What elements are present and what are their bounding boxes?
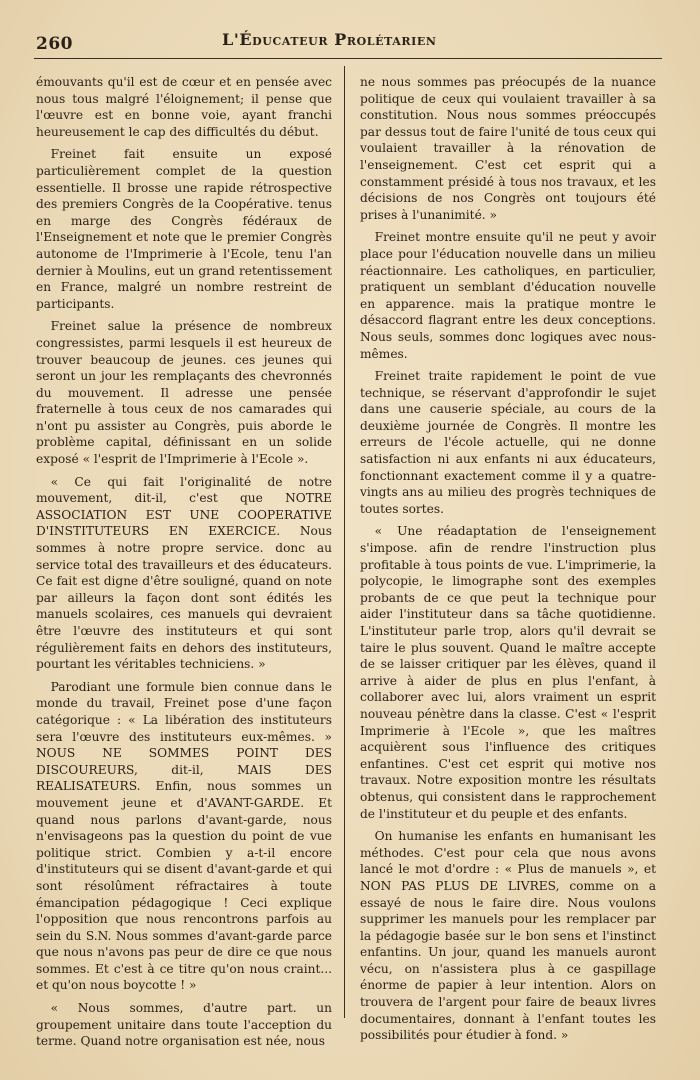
paragraph: émouvants qu'il est de cœur et en pensée avec nous tous malgré l'éloignement; il pense que l'œuvre est en bonne voie, ayant franchi heureusement le cap des difficultés du début. [36, 75, 332, 139]
paragraph: ne nous sommes pas préocupés de la nuance politique de ceux qui voulaient travailler à sa constitution. Nous nous sommes préoccupés par dessus tout de faire l'unité de tous ceux qui voulaient travailler à la rénovation de l'enseignement. C'est cet esprit qui a constamment présidé à tous nos travaux, et les décisions de nos Congrès ont toujours été prises à l'unanimité. » [360, 75, 656, 222]
paragraph: « Une réadaptation de l'enseignement s'impose. afin de rendre l'instruction plus profitable à tous points de vue. L'imprimerie, la polycopie, le limographe sont des exemples probants de ce que peut la technique pour aider l'instituteur dans sa tâche quotidienne. L'instituteur parle trop, alors qu'il devrait se taire le plus souvent. Quand le maître accepte de se laisser critiquer par les élèves, quand il arrive à aider de plus en plus l'enfant, à collaborer avec lui, alors vraiment un esprit nouveau pénètre dans la classe. C'est « l'esprit Imprimerie à l'Ecole », que les maîtres acquièrent sous l'influence des critiques enfantines. C'est cet esprit qui motive nos travaux. Notre exposition montre les résultats obtenus, qui consistent dans le rapprochement de l'instituteur et du peuple et des enfants. [360, 524, 656, 821]
paragraph: Freinet salue la présence de nombreux congressistes, parmi lesquels il est heureux de trouver beaucoup de jeunes. ces jeunes qui seront un jour les remplaçants des chevronnés du mouvement. Il adresse une pensée fraternelle à tous ceux de nos camarades qui n'ont pu assister au Congrès, puis aborde le problème capital, définissant en un solide exposé « l'esprit de l'Imprimerie à l'Ecole ». [36, 319, 332, 467]
column-divider [344, 66, 345, 1018]
paragraph: « Nous sommes, d'autre part. un groupement unitaire dans toute l'acception du terme. Quand notre organisation est née, nous [36, 1001, 332, 1049]
paragraph: Freinet traite rapidement le point de vue technique, se réservant d'approfondir le sujet dans une causerie spéciale, au cours de la deuxième journée de Congrès. Il montre les erreurs de l'école actuelle, qui ne donne satisfaction ni aux enfants ni aux éducateurs, fonctionnant exactement comme il y a quatre-vingts ans au milieu des progrès techniques de toutes sortes. [360, 369, 656, 516]
paragraph: « Ce qui fait l'originalité de notre mouvement, dit-il, c'est que NOTRE ASSOCIATION EST UNE COOPERATIVE D'INSTITUTEURS EN EXERCICE. Nous sommes à notre propre service. donc au service total des travailleurs et des éducateurs. Ce fait est digne d'être souligné, quand on note par ailleurs la façon dont sont édités les manuels scolaires, ces manuels qui devraient être l'œuvre des instituteurs et qui sont régulièrement faits en dehors des instituteurs, pourtant les véritables techniciens. » [36, 474, 332, 672]
paragraph: Freinet montre ensuite qu'il ne peut y avoir place pour l'éducation nouvelle dans un milieu réactionnaire. Les catholiques, en particulier, pratiquent un semblant d'éducation nouvelle en apparence. mais la pratique montre le désaccord flagrant entre les deux conceptions. Nous seuls, sommes donc logiques avec nous-mêmes. [360, 230, 656, 361]
page-number: 260 [36, 34, 73, 54]
paragraph: Parodiant une formule bien connue dans le monde du travail, Freinet pose d'une façon catégorique : « La libération des instituteurs sera l'œuvre des instituteurs eux-mêmes. » NOUS NE SOMMES POINT DES DISCOUREURS, dit-il, MAIS DES REALISATEURS. Enfin, nous sommes un mouvement jeune et d'AVANT-GARDE. Et quand nous parlons d'avant-garde, nous n'envisageons pas la question du point de vue politique strict. Combien y a-t-il encore d'instituteurs qui se disent d'avant-garde et qui sont résolûment réfractaires à toute émancipation pédagogique ! Ceci explique l'opposition que nous rencontrons parfois au sein du S.N. Nous sommes d'avant-garde parce que nous n'avons pas peur de dire ce que nous sommes. Et c'est à ce titre qu'on nous craint... et qu'on nous boycotte ! » [36, 679, 332, 993]
running-head-title: L'Éducateur Prolétarien [222, 30, 437, 49]
paragraph: On humanise les enfants en humanisant les méthodes. C'est pour cela que nous avons lancé le mot d'ordre : « Plus de manuels », et NON PAS PLUS DE LIVRES, comme on a essayé de nous le faire dire. Nous voulons supprimer les manuels pour les remplacer par la pédagogie basée sur le bon sens et l'instinct enfantins. Un jour, quand les manuels auront vécu, on n'assistera plus à ce gaspillage énorme de papier à leur intention. Alors on trouvera de l'argent pour faire de beaux livres documentaires, donnant à l'enfant toutes les possibilités pour étudier à fond. » [360, 829, 656, 1043]
left-column [36, 74, 332, 1056]
header-rule [34, 58, 662, 59]
paragraph: Freinet fait ensuite un exposé particulièrement complet de la question essentielle. Il brosse une rapide rétrospective des premiers Congrès de la Coopérative. tenus en marge des Congrès fédéraux de l'Enseignement et note que le premier Congrès autonome de l'Imprimerie à l'Ecole, tenu l'an dernier à Moulins, eut un grand retentissement en France, malgré un nombre restreint de participants. [36, 147, 332, 311]
right-column [360, 74, 656, 1050]
